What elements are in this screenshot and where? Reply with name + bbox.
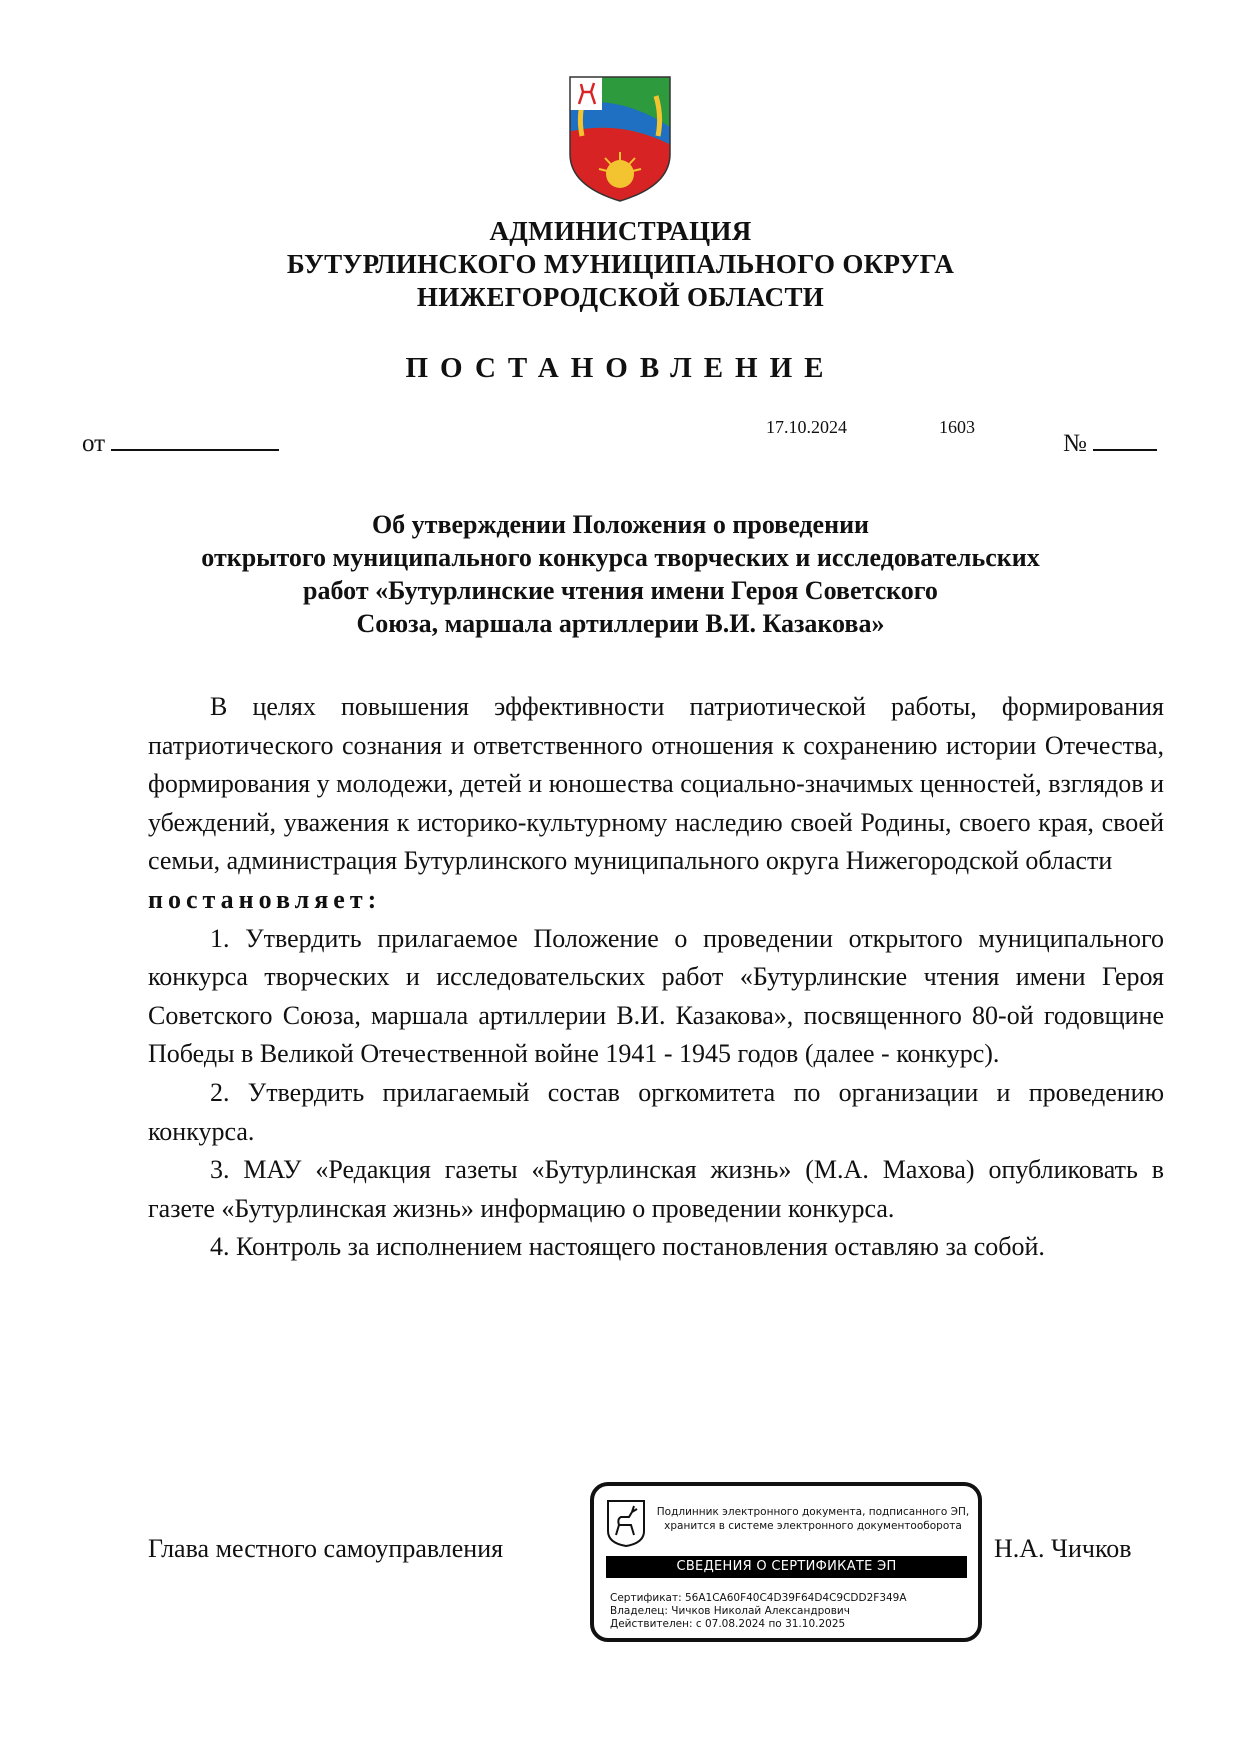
resolves-word: постановляет: — [148, 884, 382, 914]
resolution-item-3: 3. МАУ «Редакция газеты «Бутурлинская жизнь» (М.А. Махова) опубликовать в газете «Бутурлинская жизнь» информацию о проведении конкурса. — [148, 1155, 1164, 1223]
certificate-serial: Сертификат: 56A1CA60F40C4D39F64D4C9CDD2F349A — [610, 1592, 907, 1604]
deer-emblem-icon — [606, 1499, 646, 1547]
signatory-position: Глава местного самоуправления — [148, 1534, 504, 1563]
document-date: 17.10.2024 — [766, 417, 847, 437]
electronic-signature-stamp — [590, 1482, 982, 1642]
date-blank — [111, 427, 279, 451]
number-line — [1063, 427, 1157, 458]
organization-name-line-2: БУТУРЛИНСКОГО МУНИЦИПАЛЬНОГО ОКРУГА — [286, 249, 955, 279]
stamp-text-line-1: Подлинник электронного документа, подписанного ЭП, — [656, 1506, 970, 1518]
document-type-heading: ПОСТАНОВЛЕНИЕ — [405, 352, 836, 384]
date-line — [82, 427, 279, 458]
organization-name-line-1: АДМИНИСТРАЦИЯ — [489, 216, 752, 246]
certificate-validity: Действителен: с 07.08.2024 по 31.10.2025 — [610, 1618, 846, 1630]
document-title-line-2: открытого муниципального конкурса творческих и исследовательских — [201, 543, 1040, 572]
number-blank — [1093, 427, 1157, 451]
document-number: 1603 — [939, 417, 975, 437]
coat-of-arms-emblem — [567, 74, 673, 204]
preamble-paragraph: В целях повышения эффективности патриотической работы, формирования патриотического сознания и ответственного отношения к сохранению истории Отечества, формирования у молодежи, детей и юношества социально-значимых ценностей, взглядов и убеждений, уважения к историко-культурному наследию своей Родины, своего края, своей семьи, администрация Бутурлинского муниципального округа Нижегородской области — [148, 692, 1164, 876]
document-title-line-4: Союза, маршала артиллерии В.И. Казакова» — [356, 609, 885, 638]
document-title-line-3: работ «Бутурлинские чтения имени Героя Советского — [303, 576, 938, 605]
stamp-text-line-2: хранится в системе электронного документооборота — [664, 1520, 962, 1532]
organization-name-line-3: НИЖЕГОРОДСКОЙ ОБЛАСТИ — [416, 282, 825, 312]
number-prefix: № — [1063, 430, 1087, 457]
resolution-item-2: 2. Утвердить прилагаемый состав оргкомитета по организации и проведению конкурса. — [148, 1077, 1164, 1146]
certificate-owner: Владелец: Чичков Николай Александрович — [610, 1605, 850, 1617]
certificate-info-bar: СВЕДЕНИЯ О СЕРТИФИКАТЕ ЭП — [606, 1556, 967, 1578]
document-body — [148, 688, 1164, 1267]
resolution-item-4: 4. Контроль за исполнением настоящего постановления оставляю за собой. — [210, 1232, 1045, 1262]
resolution-item-1: 1. Утвердить прилагаемое Положение о проведении открытого муниципального конкурса творческих и исследовательских работ «Бутурлинские чтения имени Героя Советского Союза, маршала артиллерии В.И. Казакова», посвященного 80-ой годовщине Победы в Великой Отечественной войне 1941 - 1945 годов (далее - конкурс). — [148, 923, 1164, 1069]
document-title-line-1: Об утверждении Положения о проведении — [371, 510, 870, 539]
date-prefix: от — [82, 430, 106, 457]
signatory-name: Н.А. Чичков — [994, 1534, 1132, 1563]
